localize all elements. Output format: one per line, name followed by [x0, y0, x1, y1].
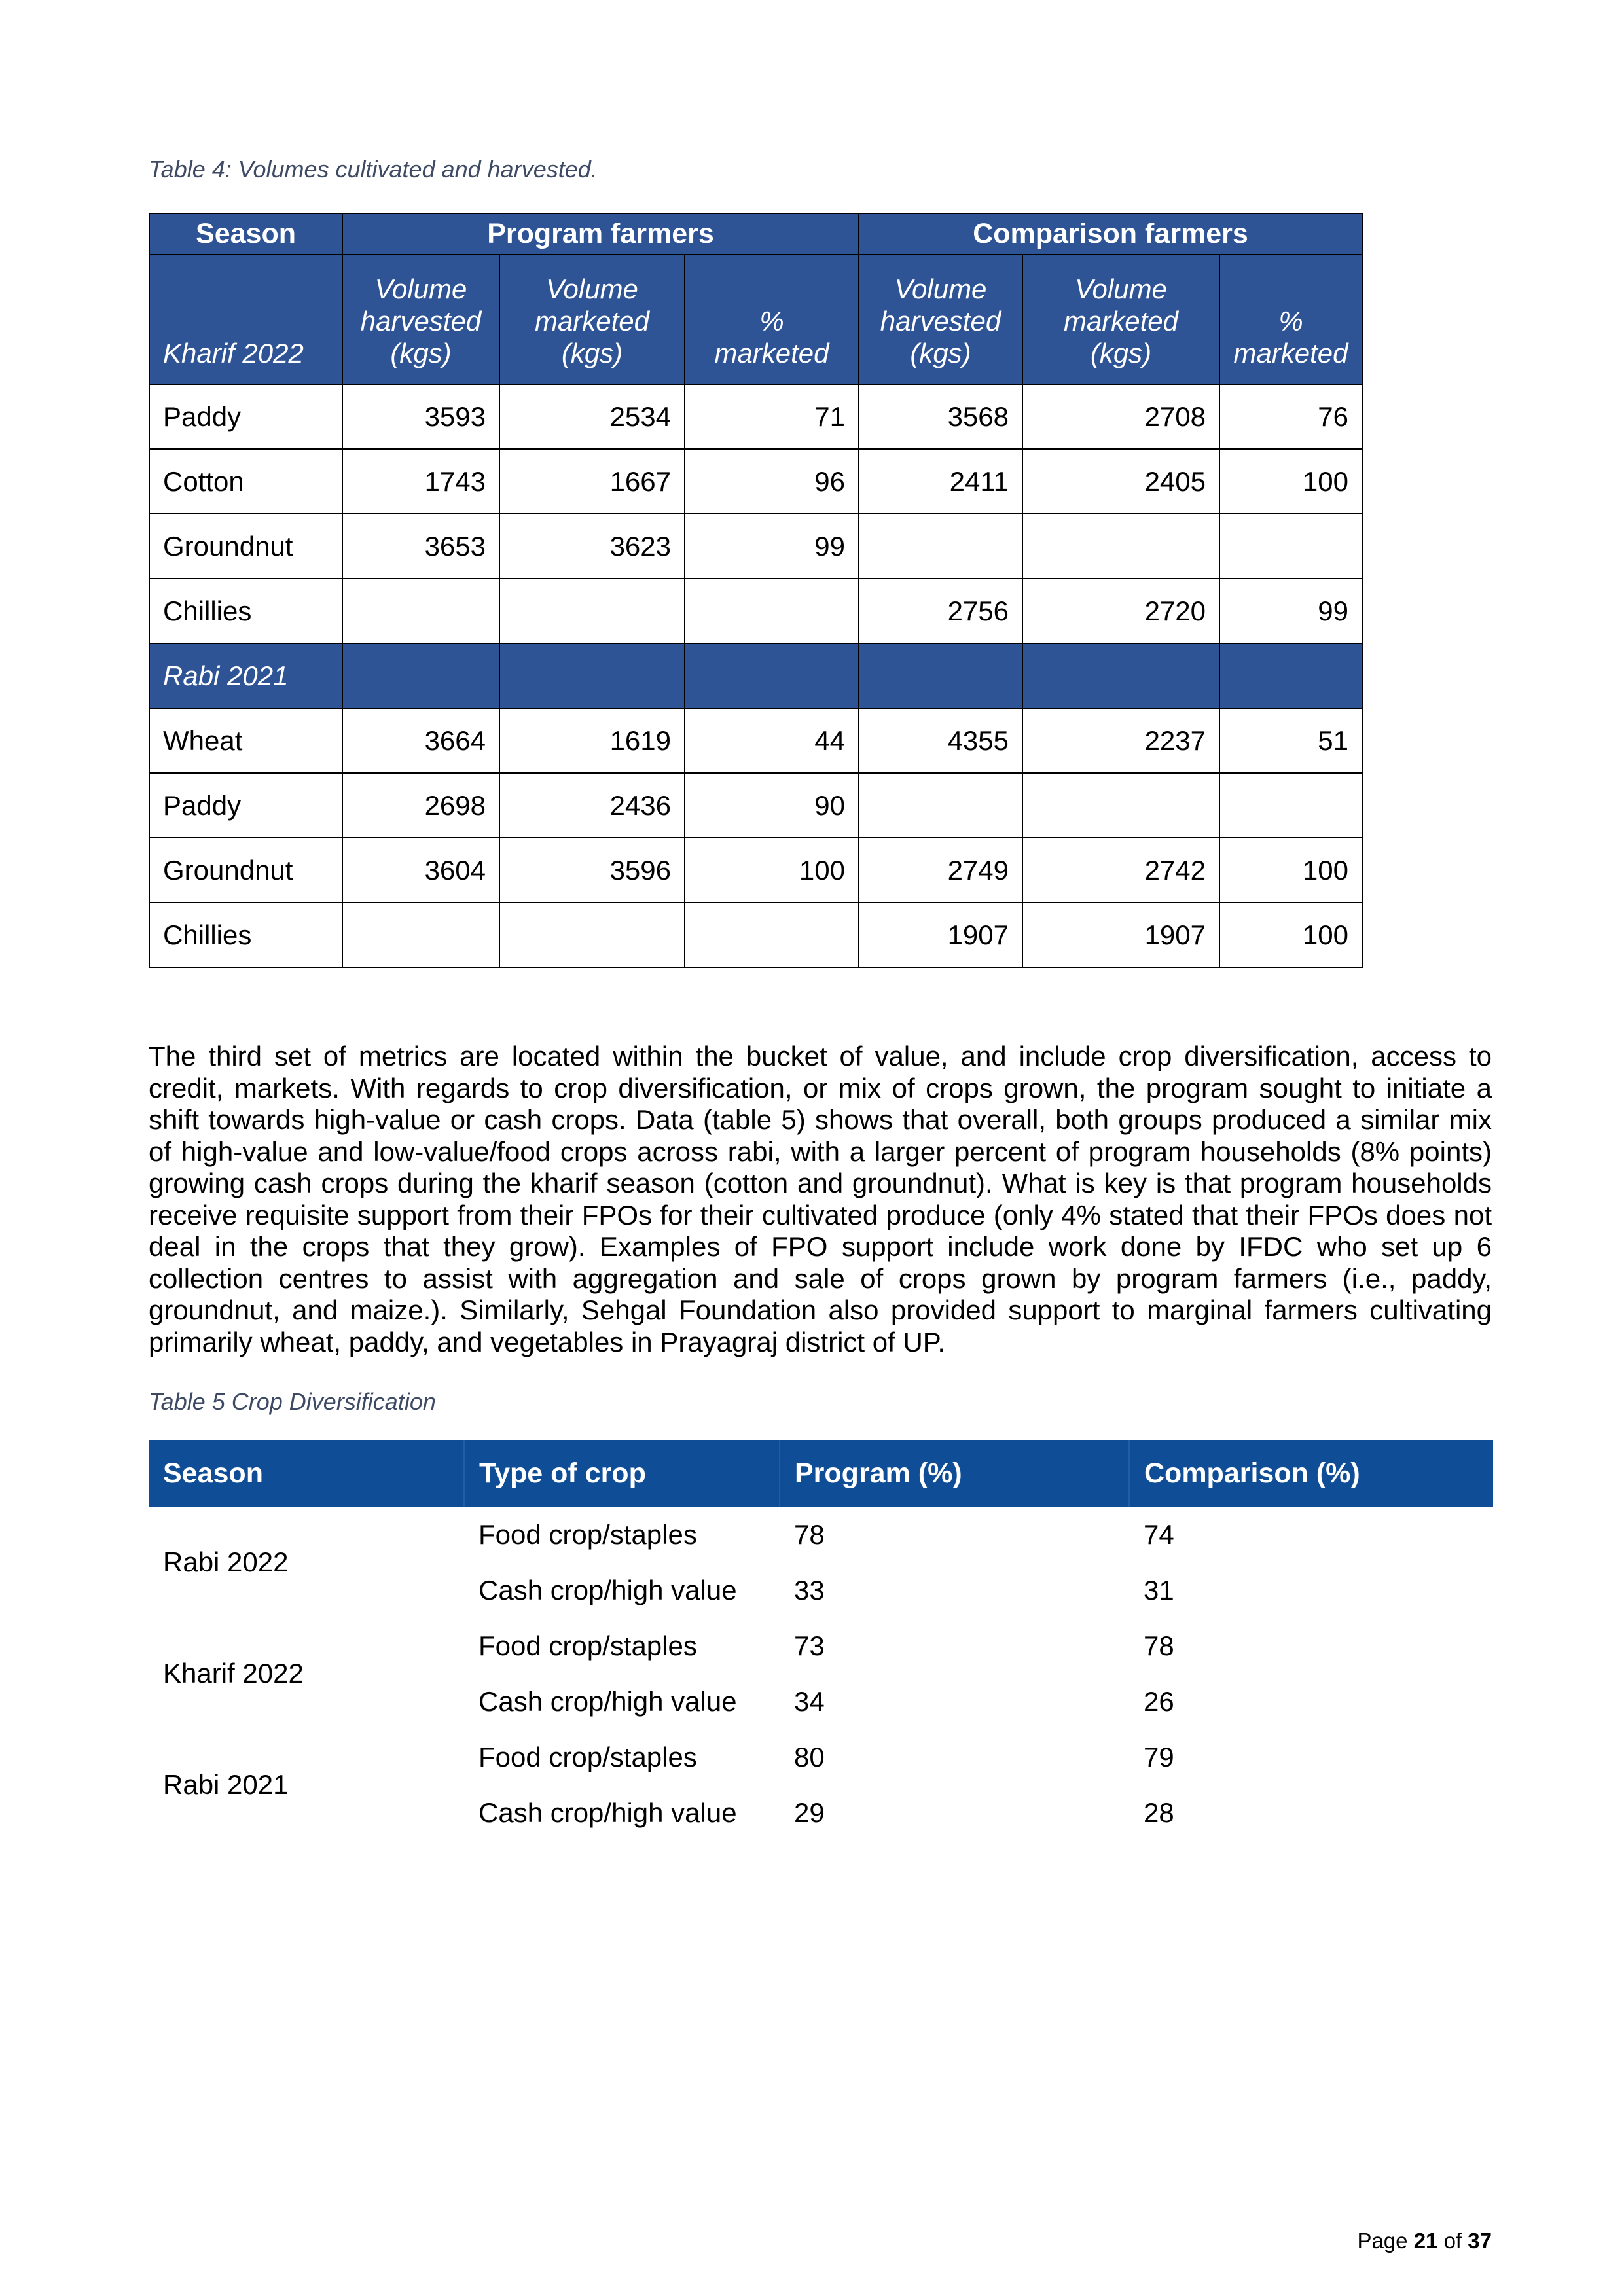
value-cell: [342, 579, 499, 643]
value-cell: 1667: [499, 449, 685, 514]
value-cell: 2720: [1022, 579, 1219, 643]
table-row: [149, 1618, 1493, 1674]
value-cell: 3568: [859, 384, 1022, 449]
value-cell: 3604: [342, 838, 499, 903]
value-cell: 2756: [859, 579, 1022, 643]
value-cell: [1022, 773, 1219, 838]
value-cell: 3596: [499, 838, 685, 903]
table-row: [149, 1507, 1493, 1562]
program-cell: 80: [794, 1741, 825, 1772]
value-cell: 2405: [1022, 449, 1219, 514]
header-program-farmers: Program farmers: [342, 213, 859, 255]
value-cell: 2749: [859, 838, 1022, 903]
comparison-cell: 78: [1144, 1630, 1174, 1661]
page-total: 37: [1468, 2229, 1492, 2253]
value-cell: [1022, 514, 1219, 579]
subheader-kharif-2022: Kharif 2022: [149, 255, 342, 384]
value-cell: 96: [685, 449, 859, 514]
value-cell: 51: [1219, 708, 1362, 773]
band-cell: [859, 643, 1022, 708]
value-cell: [1219, 514, 1362, 579]
table-row: [149, 384, 1362, 449]
crop-type-cell: Cash crop/high value: [478, 1574, 737, 1605]
crop-type-cell: Food crop/staples: [478, 1518, 697, 1550]
crop-cell: Groundnut: [149, 838, 342, 903]
value-cell: 1743: [342, 449, 499, 514]
crop-diversification-table: [149, 1440, 1493, 1840]
volumes-table: [149, 213, 1363, 968]
crop-cell: Chillies: [149, 903, 342, 967]
value-cell: 71: [685, 384, 859, 449]
crop-cell: Groundnut: [149, 514, 342, 579]
season-cell: Rabi 2021: [163, 1769, 289, 1800]
table4-caption: Table 4: Volumes cultivated and harvested.: [149, 156, 598, 183]
value-cell: 1619: [499, 708, 685, 773]
header-season: Season: [149, 213, 342, 255]
season-cell: Kharif 2022: [163, 1658, 304, 1689]
crop-type-cell: Food crop/staples: [478, 1741, 697, 1772]
value-cell: [685, 903, 859, 967]
season-cell: Rabi 2022: [163, 1547, 289, 1577]
value-cell: 3653: [342, 514, 499, 579]
comparison-cell: 28: [1144, 1797, 1174, 1828]
value-cell: 3623: [499, 514, 685, 579]
comparison-cell: 79: [1144, 1741, 1174, 1772]
comparison-cell: 31: [1144, 1574, 1174, 1605]
value-cell: [859, 773, 1022, 838]
value-cell: 3664: [342, 708, 499, 773]
table-row: [149, 773, 1362, 838]
subheader-volume-marketed: Volume marketed (kgs): [499, 255, 685, 384]
value-cell: 2742: [1022, 838, 1219, 903]
crop-type-cell: Cash crop/high value: [478, 1685, 737, 1717]
band-cell: [1219, 643, 1362, 708]
value-cell: 2534: [499, 384, 685, 449]
value-cell: 1907: [859, 903, 1022, 967]
page-footer: [1357, 2229, 1492, 2253]
of-label: of: [1443, 2229, 1462, 2253]
band-cell: [342, 643, 499, 708]
body-paragraph: The third set of metrics are located within the bucket of value, and include crop diversification, access to credit, markets. With regards to crop diversification, or mix of crops grown, the program sought to initiate a shift towards high-value or cash crops. Data (table 5) shows that overall, both groups produced a similar mix of high-value and low-value/food crops across rabi, with a larger percent of program households (8% points) growing cash crops during the kharif season (cotton and groundnut). What is key is that program households receive requisite support from their FPOs for their cultivated produce (only 4% stated that their FPOs does not deal in the crops that they grow). Examples of FPO support include work done by IFDC who set up 6 collection centres to assist with aggregation and sale of crops grown by program farmers (i.e., paddy, groundnut, and maize.). Similarly, Sehgal Foundation also provided support to marginal farmers cultivating primarily wheat, paddy, and vegetables in Prayagraj district of UP.: [149, 1041, 1492, 1357]
comparison-cell: 74: [1144, 1518, 1174, 1550]
value-cell: 2237: [1022, 708, 1219, 773]
table-row: [149, 1729, 1493, 1785]
value-cell: 1907: [1022, 903, 1219, 967]
comparison-cell: 26: [1144, 1685, 1174, 1717]
program-cell: 33: [794, 1574, 825, 1605]
header-comparison-farmers: Comparison farmers: [859, 213, 1362, 255]
value-cell: 100: [1219, 449, 1362, 514]
table-row: [149, 514, 1362, 579]
subheader-percent-marketed: % marketed: [685, 255, 859, 384]
value-cell: 44: [685, 708, 859, 773]
band-cell: [499, 643, 685, 708]
program-cell: 78: [794, 1518, 825, 1550]
program-cell: 73: [794, 1630, 825, 1661]
value-cell: [685, 579, 859, 643]
value-cell: 2698: [342, 773, 499, 838]
value-cell: [499, 579, 685, 643]
program-cell: 34: [794, 1685, 825, 1717]
table-row: [149, 579, 1362, 643]
value-cell: 2436: [499, 773, 685, 838]
crop-cell: Wheat: [149, 708, 342, 773]
crop-cell: Paddy: [149, 773, 342, 838]
crop-cell: Paddy: [149, 384, 342, 449]
value-cell: 76: [1219, 384, 1362, 449]
subheader-volume-harvested: Volume harvested (kgs): [342, 255, 499, 384]
table-row: [149, 708, 1362, 773]
header-type-of-crop: Type of crop: [464, 1440, 780, 1507]
subheader-percent-marketed: % marketed: [1219, 255, 1362, 384]
band-cell: [1022, 643, 1219, 708]
crop-cell: Cotton: [149, 449, 342, 514]
crop-type-cell: Food crop/staples: [478, 1630, 697, 1661]
season-band-row: [149, 643, 1362, 708]
rabi-2021-label: Rabi 2021: [149, 643, 342, 708]
header-program-percent: Program (%): [780, 1440, 1129, 1507]
header-comparison-percent: Comparison (%): [1129, 1440, 1493, 1507]
value-cell: 2708: [1022, 384, 1219, 449]
program-cell: 29: [794, 1797, 825, 1828]
table5-caption: Table 5 Crop Diversification: [149, 1388, 436, 1415]
band-cell: [685, 643, 859, 708]
table-row: [149, 449, 1362, 514]
page-number: 21: [1413, 2229, 1438, 2253]
value-cell: [342, 903, 499, 967]
crop-type-cell: Cash crop/high value: [478, 1797, 737, 1828]
value-cell: [1219, 773, 1362, 838]
subheader-volume-harvested: Volume harvested (kgs): [859, 255, 1022, 384]
subheader-volume-marketed: Volume marketed (kgs): [1022, 255, 1219, 384]
table-row: [149, 838, 1362, 903]
value-cell: 100: [1219, 903, 1362, 967]
table-row: [149, 903, 1362, 967]
value-cell: 100: [1219, 838, 1362, 903]
value-cell: 99: [1219, 579, 1362, 643]
value-cell: 99: [685, 514, 859, 579]
value-cell: 4355: [859, 708, 1022, 773]
value-cell: 90: [685, 773, 859, 838]
value-cell: 3593: [342, 384, 499, 449]
value-cell: 2411: [859, 449, 1022, 514]
value-cell: 100: [685, 838, 859, 903]
page-label: Page: [1357, 2229, 1408, 2253]
value-cell: [859, 514, 1022, 579]
header-season: Season: [149, 1440, 464, 1507]
value-cell: [499, 903, 685, 967]
crop-cell: Chillies: [149, 579, 342, 643]
